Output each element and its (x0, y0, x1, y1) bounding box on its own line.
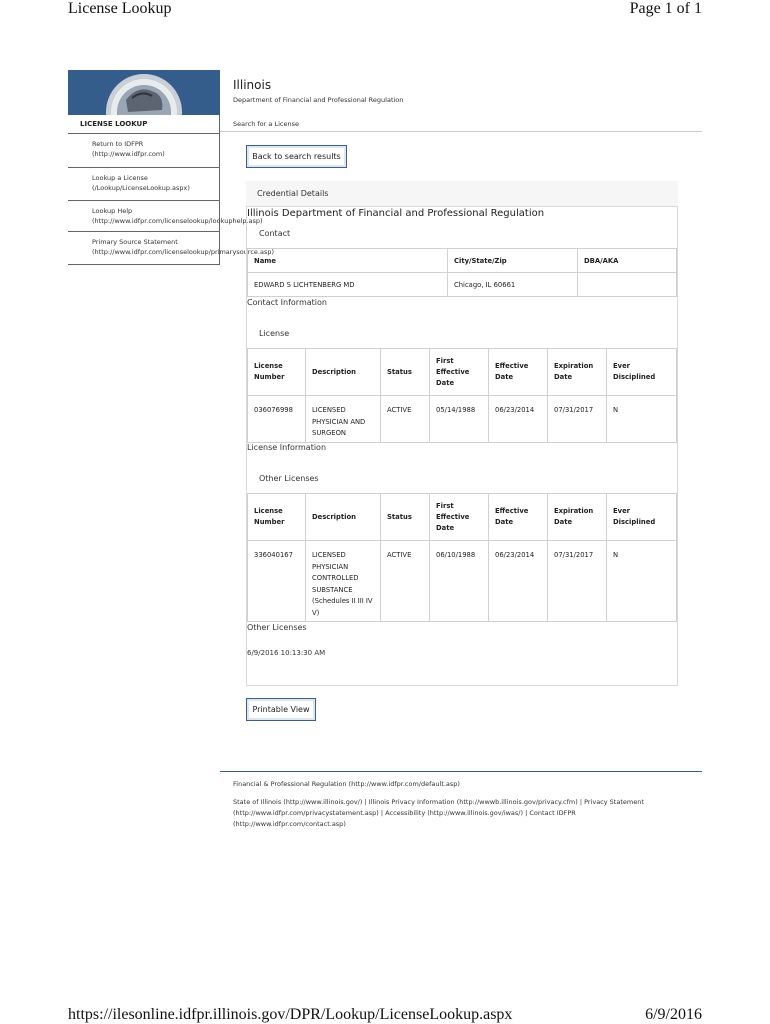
table-cell: EDWARD S LICHTENBERG MD (248, 273, 448, 297)
department-name: Department of Financial and Professional Regulation (233, 96, 404, 104)
column-header: Ever Disciplined (607, 494, 677, 541)
contact-table (247, 248, 677, 297)
table-cell: 07/31/2017 (548, 541, 607, 622)
table-cell: 06/23/2014 (489, 396, 548, 443)
table-cell: 05/14/1988 (430, 396, 489, 443)
sidebar-item-label: Return to IDFPR (92, 140, 144, 148)
table-cell: 06/23/2014 (489, 541, 548, 622)
credential-title: Credential Details (257, 189, 329, 198)
column-header: Status (381, 494, 430, 541)
column-header: Effective Date (489, 494, 548, 541)
table-cell: LICENSED PHYSICIAN CONTROLLED SUBSTANCE (Schedules II III IV V) (306, 541, 381, 622)
printable-view-button[interactable]: Printable View (246, 698, 316, 721)
table-cell: 336040167 (248, 541, 306, 622)
table-header-row (248, 349, 677, 396)
column-header: DBA/AKA (578, 249, 677, 273)
back-to-results-button[interactable]: Back to search results (246, 145, 347, 168)
column-header: First Effective Date (430, 349, 489, 396)
sidebar-item-url: (http://www.idfpr.com/licenselookup/primarysource.asp) (92, 248, 274, 256)
agency-name: Illinois Department of Financial and Professional Regulation (247, 208, 545, 219)
table-cell (578, 273, 677, 297)
table-header-row (248, 249, 677, 273)
column-header: Expiration Date (548, 349, 607, 396)
table-cell: ACTIVE (381, 396, 430, 443)
table-row (248, 396, 677, 443)
lookup-timestamp: 6/9/2016 10:13:30 AM (247, 649, 326, 657)
sidebar-heading: LICENSE LOOKUP (68, 115, 220, 134)
footer-divider (220, 771, 702, 772)
other-licenses-footer-label: Other Licenses (247, 623, 307, 632)
sidebar-item-url: (http://www.idfpr.com) (92, 150, 165, 158)
column-header: Expiration Date (548, 494, 607, 541)
column-header: Description (306, 349, 381, 396)
license-information-label: License Information (247, 443, 327, 452)
column-header: Status (381, 349, 430, 396)
table-row (248, 273, 677, 297)
breadcrumb: Search for a License (233, 120, 299, 128)
sidebar-item-label: Lookup a License (92, 174, 148, 182)
table-cell: ACTIVE (381, 541, 430, 622)
contact-information-label: Contact Information (247, 298, 327, 307)
sidebar-item-label: Lookup Help (92, 207, 133, 215)
other-licenses-label: Other Licenses (259, 474, 319, 483)
state-seal-icon (68, 70, 220, 115)
header-divider (220, 131, 702, 132)
table-cell: Chicago, IL 60661 (448, 273, 578, 297)
column-header: Effective Date (489, 349, 548, 396)
table-cell: 06/10/1988 (430, 541, 489, 622)
print-page-number: Page 1 of 1 (629, 0, 702, 17)
table-row (248, 541, 677, 622)
table-header-row (248, 494, 677, 541)
table-cell: N (607, 541, 677, 622)
sidebar-item-lookup-license[interactable] (68, 168, 220, 201)
table-cell: N (607, 396, 677, 443)
column-header: Description (306, 494, 381, 541)
other-licenses-table (247, 493, 677, 622)
state-name: Illinois (233, 78, 272, 92)
sidebar-item-lookup-help[interactable] (68, 201, 263, 232)
print-header-title: License Lookup (68, 0, 172, 17)
sidebar-item-return-to-idfpr[interactable] (68, 134, 220, 168)
state-seal-banner[interactable] (68, 70, 220, 115)
table-cell: 036076998 (248, 396, 306, 443)
license-table (247, 348, 677, 443)
contact-section-label: Contact (259, 229, 291, 238)
column-header: License Number (248, 494, 306, 541)
column-header: Ever Disciplined (607, 349, 677, 396)
table-cell: 07/31/2017 (548, 396, 607, 443)
column-header: Name (248, 249, 448, 273)
sidebar-item-url: (http://www.idfpr.com/licenselookup/lookuphelp.asp) (92, 217, 263, 225)
sidebar-item-url: (/Lookup/LicenseLookup.aspx) (92, 184, 190, 192)
license-section-label: License (259, 329, 290, 338)
print-footer-url: https://ilesonline.idfpr.illinois.gov/DPR/Lookup/LicenseLookup.aspx (68, 1006, 513, 1023)
footer-agency-link[interactable]: Financial & Professional Regulation (http://www.idfpr.com/default.asp) (233, 780, 460, 788)
column-header: City/State/Zip (448, 249, 578, 273)
print-footer-date: 6/9/2016 (645, 1006, 702, 1023)
column-header: License Number (248, 349, 306, 396)
column-header: First Effective Date (430, 494, 489, 541)
table-cell: LICENSED PHYSICIAN AND SURGEON (306, 396, 381, 443)
footer-links[interactable]: State of Illinois (http://www.illinois.gov/) | Illinois Privacy Information (http://wwwb.illinois.gov/privacy.cfm) | Privacy Statement (http://www.idfpr.com/privacystatement.asp) | Accessibility (http://www.illinois.gov/iwas/) | Contact IDFPR (http://www.idfpr.com/contact.asp) (233, 798, 644, 828)
sidebar-item-label: Primary Source Statement (92, 238, 178, 246)
